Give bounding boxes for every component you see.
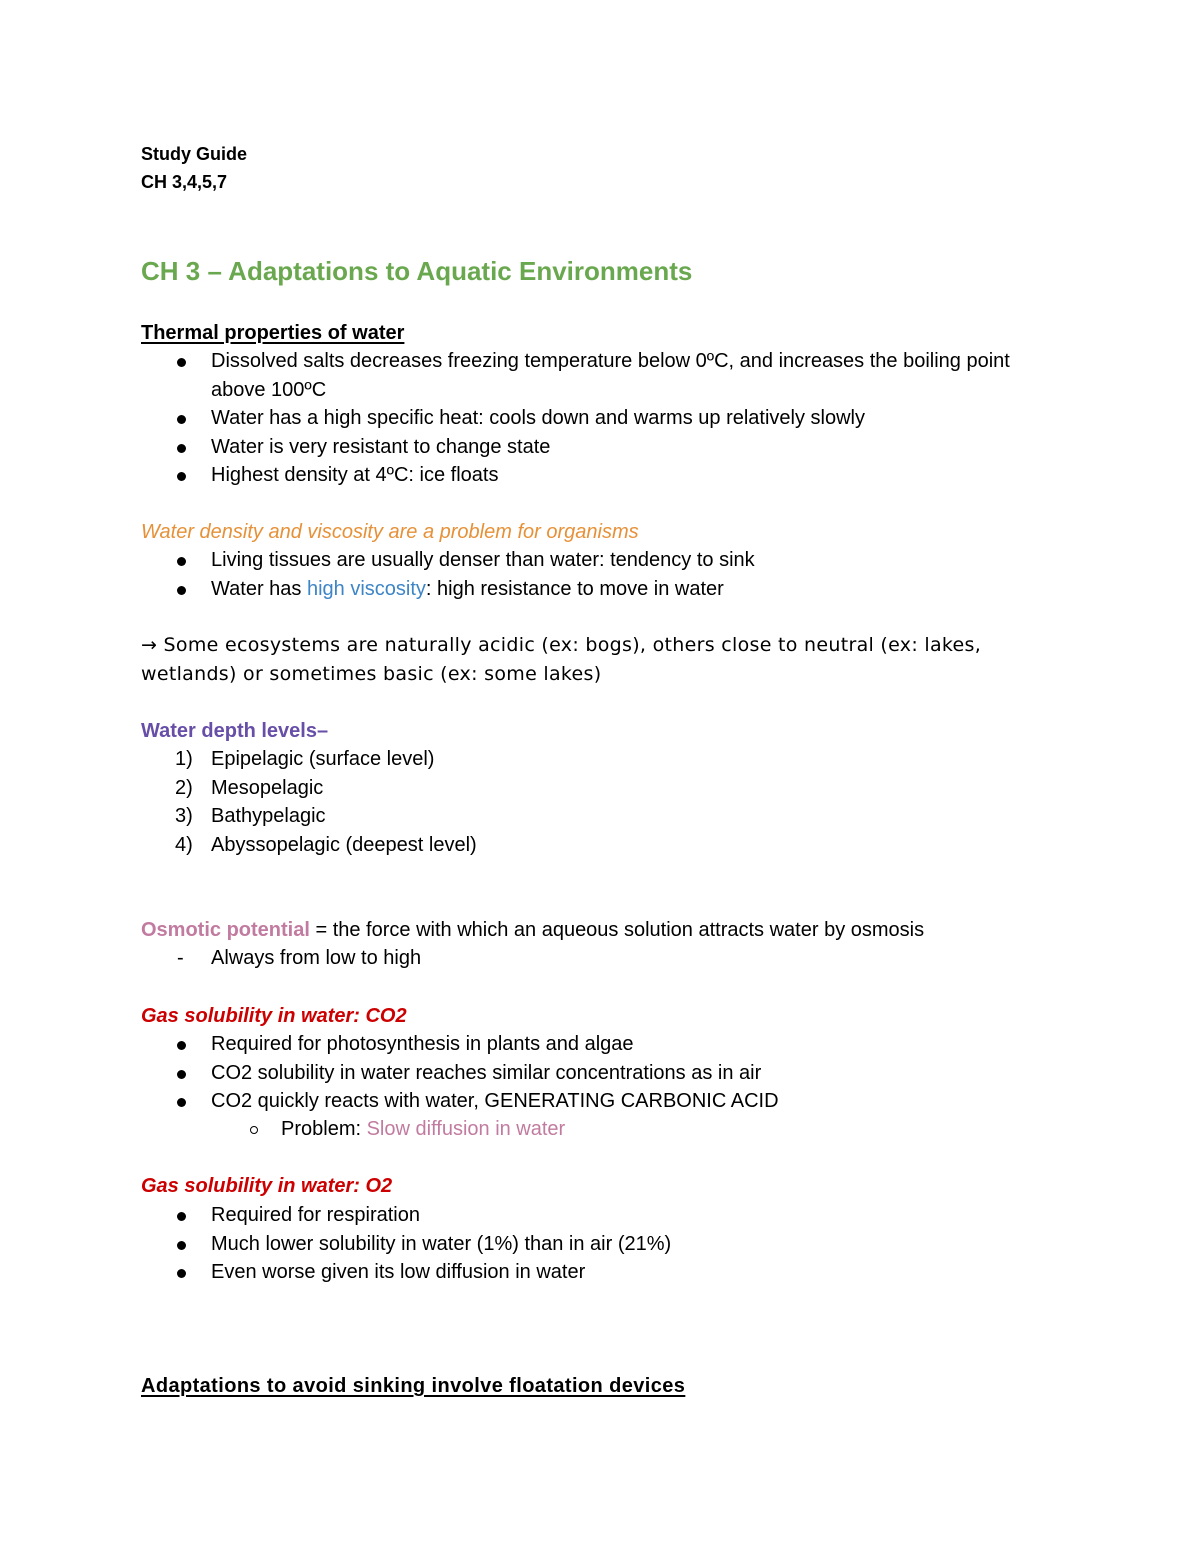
co2-heading: Gas solubility in water: CO2: [141, 1005, 407, 1027]
thermal-list: [141, 347, 1041, 490]
list-item: [141, 774, 1041, 803]
bullet-icon: [177, 557, 186, 566]
chapter-heading: CH 3 – Adaptations to Aquatic Environments: [141, 256, 693, 286]
hollow-bullet-icon: [250, 1126, 258, 1134]
density-list: [141, 546, 1041, 603]
highlight-text: Slow diffusion in water: [366, 1118, 566, 1140]
list-item-text: Highest density at 4ºC: ice floats: [211, 464, 499, 486]
bullet-icon: [177, 1041, 186, 1050]
depth-list: [141, 745, 1041, 859]
thermal-heading: Thermal properties of water: [141, 322, 405, 344]
list-item: [141, 404, 1041, 433]
bullet-icon: [177, 444, 186, 453]
list-item: [141, 546, 1041, 575]
dash-marker: -: [177, 947, 184, 969]
list-item-text: Dissolved salts decreases freezing temperature below 0ºC, and increases the boiling point above 100ºC: [211, 350, 1010, 401]
bullet-icon: [177, 415, 186, 424]
list-item: [141, 1230, 1041, 1259]
osmotic-definition-text: = the force with which an aqueous solution attracts water by osmosis: [309, 919, 925, 941]
list-item: [141, 433, 1041, 462]
list-item-text: Mesopelagic: [211, 776, 324, 799]
co2-sublist: [141, 1115, 1041, 1144]
list-item-text: Required for photosynthesis in plants and algae: [211, 1033, 634, 1055]
list-item-text: Abyssopelagic (deepest level): [211, 833, 477, 856]
list-item-text: Problem:: [281, 1118, 367, 1140]
list-item: [141, 802, 1041, 831]
list-item: [141, 1059, 1041, 1088]
bullet-icon: [177, 1098, 186, 1107]
osmotic-list: [141, 944, 1041, 973]
document-chapters: CH 3,4,5,7: [141, 172, 228, 192]
highlight-text: high viscosity: [306, 577, 426, 600]
list-item: [141, 575, 1041, 604]
osmotic-definition: [141, 916, 924, 944]
bullet-icon: [177, 1212, 186, 1221]
list-item: [141, 831, 1041, 860]
list-item-text: Required for respiration: [211, 1204, 420, 1226]
list-item-text: Water is very resistant to change state: [211, 435, 551, 458]
list-item: [141, 745, 1041, 774]
list-item-text: Bathypelagic: [211, 805, 326, 827]
list-item-text: CO2 quickly reacts with water, GENERATING CARBONIC ACID: [211, 1090, 779, 1112]
list-item-text: Much lower solubility in water (1%) than in air (21%): [211, 1232, 672, 1255]
list-item-text: Water has a high specific heat: cools down and warms up relatively slowly: [211, 407, 866, 429]
list-item: [141, 944, 1041, 973]
bullet-icon: [177, 358, 186, 367]
sinking-heading: Adaptations to avoid sinking involve floatation devices: [141, 1375, 686, 1397]
list-number: 4): [175, 833, 193, 856]
o2-heading: Gas solubility in water: O2: [141, 1175, 393, 1197]
list-number: 2): [175, 776, 193, 799]
list-item-text: CO2 solubility in water reaches similar concentrations as in air: [211, 1061, 762, 1084]
list-item: [141, 1201, 1041, 1230]
list-item: [141, 347, 1041, 404]
density-heading: Water density and viscosity are a problem for organisms: [141, 521, 639, 543]
list-item: [141, 461, 1041, 490]
bullet-icon: [177, 586, 186, 595]
o2-list: [141, 1201, 1041, 1287]
osmotic-term: Osmotic potential: [141, 919, 310, 941]
list-item: [141, 1030, 1041, 1059]
list-item-text: Epipelagic (surface level): [211, 748, 435, 770]
bullet-icon: [177, 472, 186, 481]
bullet-icon: [177, 1070, 186, 1079]
list-item-text: : high resistance to move in water: [425, 577, 724, 600]
bullet-icon: [177, 1269, 186, 1278]
co2-list: [141, 1030, 1041, 1116]
list-item-text: Living tissues are usually denser than water: tendency to sink: [211, 549, 755, 571]
document-title: Study Guide: [141, 144, 248, 164]
acidity-paragraph: → Some ecosystems are naturally acidic (ex: bogs), others close to neutral (ex: lakes, wetlands) or sometimes basic (ex: some lakes): [141, 634, 982, 685]
list-number: 1): [175, 748, 193, 770]
list-number: 3): [175, 805, 193, 827]
depth-heading: Water depth levels–: [141, 720, 329, 742]
list-item-text: Even worse given its low diffusion in water: [211, 1261, 586, 1283]
list-item: [141, 1258, 1041, 1287]
list-item: [141, 1115, 1041, 1144]
list-item-text: Always from low to high: [211, 947, 422, 969]
list-item: [141, 1087, 1041, 1116]
bullet-icon: [177, 1241, 186, 1250]
list-item-text: Water has: [211, 577, 307, 600]
